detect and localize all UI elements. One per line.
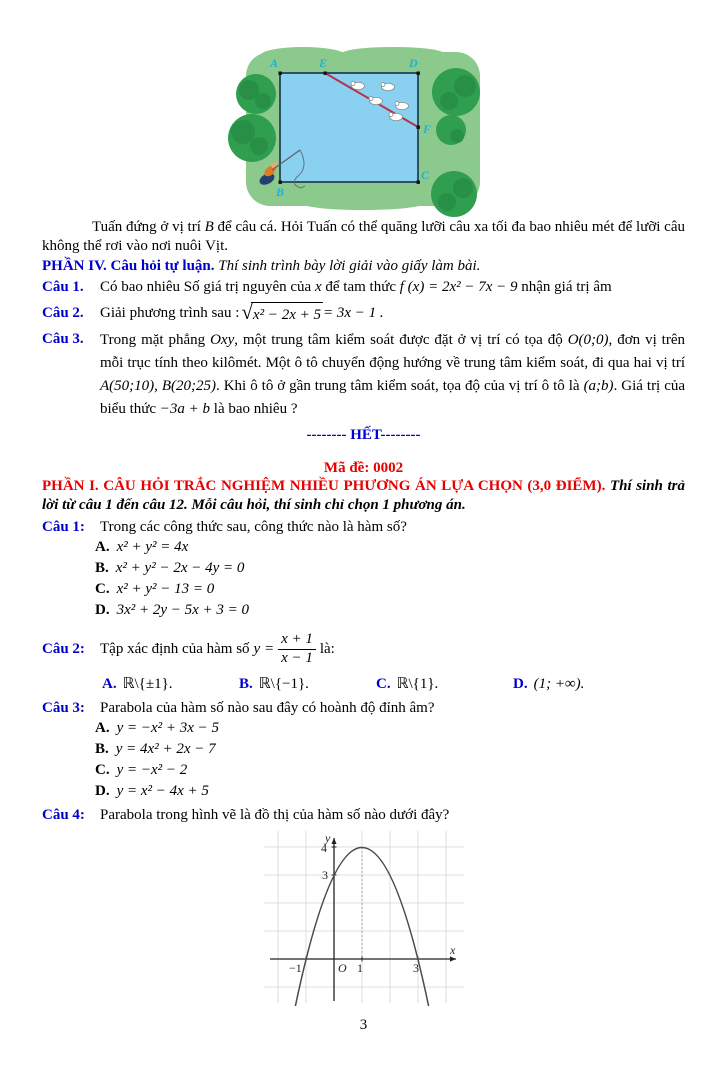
- mc-q2-text-post: là:: [319, 641, 335, 657]
- label-F: F: [422, 122, 431, 136]
- essay-q1-text2: để tam thức: [321, 279, 400, 295]
- essay-q3-run: , một trung tâm kiểm soát được đặt ở vị trí có tọa độ: [234, 332, 568, 348]
- y-tick-3: 3: [321, 868, 328, 882]
- option-formula: y = −x² + 3x − 5: [116, 720, 220, 736]
- option-label: B.: [95, 560, 109, 576]
- intro-paragraph: [42, 218, 685, 256]
- essay-question-3: [42, 329, 685, 421]
- mc-question-1: [42, 517, 685, 537]
- essay-q1-body: [100, 277, 685, 297]
- option-row: [513, 673, 650, 695]
- mc-question-4: [42, 805, 685, 825]
- part1-heading-italic: Thí sinh trả lời từ câu 1 đến câu 12. Mỗi câu hỏi, thí sinh chỉ chọn 1 phương án.: [42, 478, 685, 513]
- essay-q3-label: Câu 3.: [42, 331, 84, 347]
- x-tick-3: 3: [412, 961, 419, 975]
- option-formula: ℝ\{1}.: [396, 676, 439, 692]
- essay-q3-run: , đơn vị trên mỗi trục tính theo kilômét. Một ô tô chuyển động hướng về trung tâm kiểm soát, đi qua hai vị trí: [100, 332, 686, 371]
- option-formula: y = −x² − 2: [116, 762, 188, 778]
- label-A: A: [269, 56, 278, 70]
- option-formula: y = 4x² + 2x − 7: [115, 741, 216, 757]
- radical-sign: √: [241, 299, 253, 324]
- option-formula: x² + y² − 13 = 0: [116, 581, 215, 597]
- sqrt-expression: [241, 299, 323, 325]
- essay-q3-body: [100, 329, 685, 421]
- essay-q3-run: . Khi ô tô ở gần trung tâm kiểm soát, tọa độ của vị trí ô tô là: [216, 378, 584, 394]
- y-tick-4: 4: [320, 841, 327, 855]
- essay-q3-run: . Giá trị của biểu thức: [100, 378, 686, 417]
- pond-illustration-svg: [243, 46, 483, 210]
- essay-q1-formula: f (x) = 2x² − 7x − 9: [399, 279, 518, 295]
- essay-q3-run: là bao nhiêu ?: [210, 401, 298, 417]
- grid-lines: [264, 831, 464, 1003]
- option-row: [376, 673, 513, 695]
- section-gap: [42, 445, 685, 459]
- end-marker: -------- HẾT--------: [306, 427, 421, 443]
- option-formula: ℝ\{±1}.: [122, 676, 173, 692]
- option-row: [42, 537, 685, 558]
- x-axis-label: x: [449, 943, 455, 957]
- pond-illustration: [243, 46, 483, 210]
- fraction: [278, 632, 316, 667]
- option-label: D.: [95, 602, 110, 618]
- option-row: [42, 718, 685, 739]
- mc-question-3: [42, 698, 685, 718]
- parabola-graph-svg: [264, 831, 464, 1003]
- option-label: A.: [95, 539, 110, 555]
- essay-question-2: [42, 299, 685, 327]
- mc-q3-text: Parabola của hàm số nào sau đây có hoành độ đỉnh âm?: [100, 700, 435, 716]
- mc-q2-body: [100, 632, 335, 667]
- option-row: [42, 579, 685, 600]
- part1-heading-red: PHẦN I. CÂU HỎI TRẮC NGHIỆM NHIỀU PHƯƠNG ÁN LỰA CHỌN (3,0 ĐIỂM).: [42, 478, 606, 494]
- essay-q2-rhs: = 3x − 1 .: [322, 305, 384, 321]
- essay-q3-run: Trong mặt phẳng: [100, 332, 211, 348]
- mc-question-2: [42, 630, 685, 668]
- mc-q3-label: Câu 3:: [42, 700, 85, 716]
- parabola-figure: [42, 831, 685, 1008]
- mc-q4-label: Câu 4:: [42, 807, 85, 823]
- option-label: B.: [95, 741, 109, 757]
- mc-q2-options: [42, 673, 685, 695]
- option-label: A.: [95, 720, 110, 736]
- intro-text: Tuấn đứng ở vị trí: [92, 219, 205, 235]
- origin-label: O: [337, 961, 347, 975]
- radicand: x² − 2x + 5: [251, 302, 323, 325]
- essay-q3-math: A(50;10), B(20;25): [100, 378, 217, 394]
- option-label: A.: [102, 676, 117, 692]
- option-label: C.: [95, 581, 110, 597]
- essay-q1-text3: nhận giá trị âm: [517, 279, 612, 295]
- mc-q1-text: Trong các công thức sau, công thức nào là hàm số?: [100, 519, 407, 535]
- essay-q2-text: Giải phương trình sau :: [100, 305, 240, 321]
- label-E: E: [318, 56, 327, 70]
- essay-q3-math: (a;b): [583, 378, 614, 394]
- essay-q2-label: Câu 2.: [42, 305, 84, 321]
- essay-q3-math: O(0;0): [567, 332, 609, 348]
- pond-rectangle: [280, 73, 418, 182]
- part1-heading: [42, 477, 685, 514]
- option-label: C.: [376, 676, 391, 692]
- essay-q1-label: Câu 1.: [42, 279, 84, 295]
- option-formula: ℝ\{−1}.: [258, 676, 309, 692]
- mc-q1-label: Câu 1:: [42, 519, 85, 535]
- option-row: [42, 600, 685, 621]
- essay-q2-body: [100, 299, 685, 325]
- exam-page: [0, 46, 725, 1070]
- essay-q3-math: Oxy: [210, 332, 235, 348]
- axes: [270, 838, 456, 1001]
- part4-heading: [42, 257, 685, 275]
- option-row: [42, 739, 685, 760]
- essay-question-1: [42, 277, 685, 297]
- option-row: [42, 760, 685, 781]
- fraction-numerator: x + 1: [281, 630, 313, 647]
- option-formula: 3x² + 2y − 5x + 3 = 0: [116, 602, 250, 618]
- option-row: [102, 673, 239, 695]
- option-label: D.: [95, 783, 110, 799]
- mc-q4-text: Parabola trong hình vẽ là đồ thị của hàm số nào dưới đây?: [100, 807, 450, 823]
- part4-heading-italic: Thí sinh trình bày lời giải vào giấy làm bài.: [214, 258, 481, 274]
- essay-q1-var: x: [314, 279, 322, 295]
- option-label: B.: [239, 676, 253, 692]
- intro-var-B: B: [204, 219, 214, 235]
- option-formula: (1; +∞).: [533, 676, 585, 692]
- option-row: [42, 558, 685, 579]
- option-formula: y = x² − 4x + 5: [116, 783, 209, 799]
- axis-arrows: [331, 838, 456, 962]
- part4-heading-bold: PHẦN IV. Câu hỏi tự luận.: [42, 258, 215, 274]
- intro-text-cont: để câu cá. Hỏi Tuấn có thể quăng lưỡi câu xa tối đa bao nhiêu mét để lưỡi câu không thể rơi vào nơi nuôi Vịt.: [42, 219, 685, 254]
- option-formula: x² + y² − 2x − 4y = 0: [115, 560, 245, 576]
- option-row: [42, 781, 685, 802]
- mc-q2-label: Câu 2:: [42, 641, 85, 657]
- mc-q1-options: [42, 537, 685, 621]
- label-C: C: [420, 168, 429, 182]
- x-tick-neg1: −1: [288, 961, 302, 975]
- fraction-denominator: x − 1: [278, 649, 316, 667]
- option-formula: x² + y² = 4x: [116, 539, 189, 555]
- option-label: C.: [95, 762, 110, 778]
- label-D: D: [408, 56, 418, 70]
- essay-q3-math: −3a + b: [159, 401, 211, 417]
- page-number: 3: [359, 1017, 368, 1033]
- x-tick-1: 1: [356, 961, 363, 975]
- label-B: B: [275, 185, 284, 199]
- option-label: D.: [513, 676, 528, 692]
- mc-q2-text: Tập xác định của hàm số: [100, 641, 250, 657]
- mc-q3-options: [42, 718, 685, 802]
- y-axis-label: y: [324, 831, 330, 845]
- exam-code: Mã đề: 0002: [323, 460, 404, 476]
- option-row: [239, 673, 376, 695]
- mc-q2-lhs: y =: [253, 641, 275, 657]
- document-body: [0, 210, 725, 1034]
- essay-q1-text: Có bao nhiêu Số giá trị nguyên của: [100, 279, 315, 295]
